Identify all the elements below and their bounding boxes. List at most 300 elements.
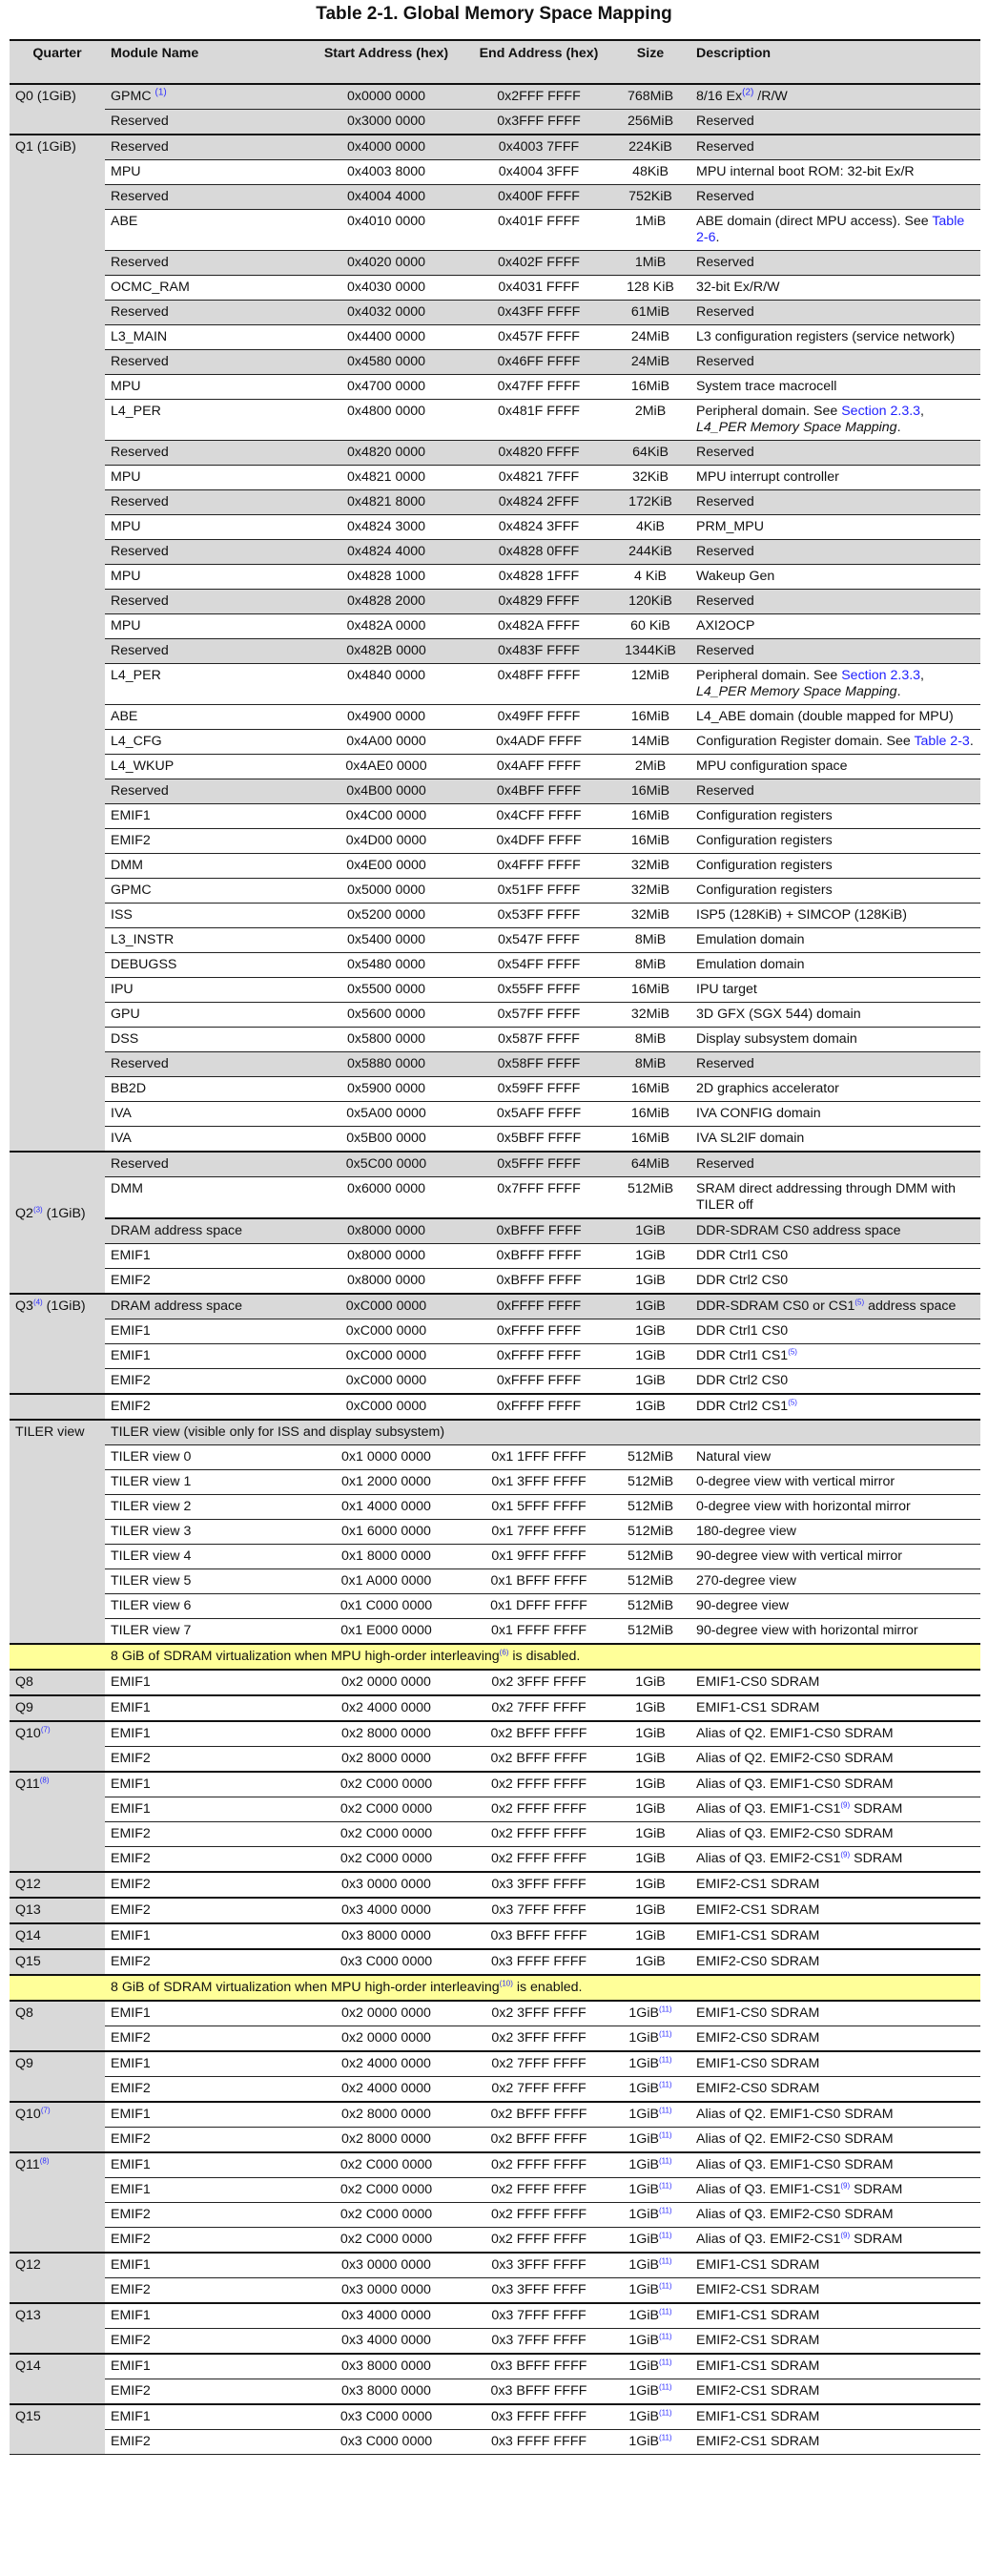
footnote-link[interactable]: (9) — [840, 2231, 851, 2240]
footnote-link[interactable]: (11) — [658, 2156, 672, 2166]
size: 1GiB$^{(11)}$ — [610, 2278, 690, 2304]
description: Peripheral domain. See Section 2.3.3, L4_PER Memory Space Mapping. — [690, 400, 980, 441]
cross-reference-link[interactable]: Section 2.3.3 — [841, 668, 921, 683]
description: Reserved — [690, 540, 980, 565]
end-address: 0xFFFF FFFF — [467, 1344, 610, 1369]
module-name: EMIF1 — [105, 1344, 305, 1369]
end-address: 0x1 FFFF FFFF — [467, 1619, 610, 1645]
footnote-link[interactable]: (11) — [658, 2281, 672, 2291]
description: DDR Ctrl2 CS1$^{(5)}$ — [690, 1394, 980, 1420]
module-name: EMIF2 — [105, 1847, 305, 1873]
table-row — [10, 251, 980, 276]
description: 180-degree view — [690, 1520, 980, 1545]
footnote-link[interactable]: (9) — [840, 1800, 851, 1810]
start-address: 0x4800 0000 — [305, 400, 467, 441]
cross-reference-link[interactable]: Table 2-3 — [914, 734, 970, 749]
size: 512MiB — [610, 1177, 690, 1219]
table-row — [10, 1028, 980, 1052]
start-address: 0x2 4000 0000 — [305, 2077, 467, 2103]
size: 8MiB — [610, 953, 690, 978]
table-row — [10, 1319, 980, 1344]
description: MPU configuration space — [690, 755, 980, 779]
start-address: 0xC000 0000 — [305, 1369, 467, 1395]
footnote-link[interactable]: (11) — [658, 2206, 672, 2215]
description: L3 configuration registers (service network) — [690, 325, 980, 350]
end-address: 0x55FF FFFF — [467, 978, 610, 1003]
header-size: Size — [610, 40, 690, 84]
footnote-link[interactable]: (2) — [742, 87, 754, 98]
end-address: 0xFFFF FFFF — [467, 1294, 610, 1319]
start-address: 0x4821 0000 — [305, 466, 467, 490]
cross-reference-link[interactable]: Section 2.3.3 — [841, 404, 921, 419]
size: 1GiB — [610, 1747, 690, 1773]
end-address: 0x1 DFFF FFFF — [467, 1594, 610, 1619]
start-address: 0x5800 0000 — [305, 1028, 467, 1052]
footnote-link[interactable]: (11) — [658, 2332, 672, 2341]
end-address: 0x1 7FFF FFFF — [467, 1520, 610, 1545]
end-address: 0x4828 1FFF — [467, 565, 610, 590]
start-address: 0x2 C000 0000 — [305, 1797, 467, 1822]
end-address: 0x4820 FFFF — [467, 441, 610, 466]
table-header-row — [10, 40, 980, 84]
end-address: 0x457F FFFF — [467, 325, 610, 350]
start-address: 0x4000 0000 — [305, 135, 467, 160]
size: 16MiB — [610, 804, 690, 829]
footnote-link[interactable]: (5) — [854, 1298, 865, 1307]
table-row — [10, 2228, 980, 2254]
size: 1GiB — [610, 1269, 690, 1295]
footnote-link[interactable]: (11) — [658, 2029, 672, 2039]
footnote-link[interactable]: (10) — [499, 1979, 513, 1988]
start-address: 0x4004 4000 — [305, 185, 467, 210]
start-address: 0x5000 0000 — [305, 879, 467, 904]
table-row — [10, 2001, 980, 2026]
table-row — [10, 2178, 980, 2203]
description: Emulation domain — [690, 928, 980, 953]
end-address: 0x482A FFFF — [467, 614, 610, 639]
start-address: 0x5A00 0000 — [305, 1102, 467, 1127]
description: EMIF1-CS0 SDRAM — [690, 1670, 980, 1695]
module-name: Reserved — [105, 1152, 305, 1177]
module-name: GPMC — [105, 879, 305, 904]
footnote-link[interactable]: (8) — [39, 2156, 50, 2166]
description: System trace macrocell — [690, 375, 980, 400]
table-row — [10, 1797, 980, 1822]
table-row — [10, 2077, 980, 2103]
description: EMIF1-CS1 SDRAM — [690, 2404, 980, 2430]
description: EMIF2-CS1 SDRAM — [690, 1872, 980, 1898]
size: 1GiB — [610, 1344, 690, 1369]
start-address: 0x5C00 0000 — [305, 1152, 467, 1177]
footnote-link[interactable]: (11) — [658, 2181, 672, 2191]
start-address: 0x5400 0000 — [305, 928, 467, 953]
table-row — [10, 664, 980, 705]
start-address: 0x4003 8000 — [305, 160, 467, 185]
module-name: BB2D — [105, 1077, 305, 1102]
table-row — [10, 1949, 980, 1975]
module-name: EMIF2 — [105, 2329, 305, 2355]
module-name: EMIF1 — [105, 1695, 305, 1721]
description: 90-degree view with horizontal mirror — [690, 1619, 980, 1645]
table-row — [10, 1670, 980, 1695]
module-name: EMIF2 — [105, 829, 305, 854]
start-address: 0x2 C000 0000 — [305, 1772, 467, 1797]
start-address: 0x1 4000 0000 — [305, 1495, 467, 1520]
module-name: EMIF1 — [105, 2102, 305, 2128]
size: 16MiB — [610, 705, 690, 730]
module-name: EMIF2 — [105, 2228, 305, 2254]
cross-reference-link[interactable]: Table 2-6 — [696, 214, 965, 245]
table-row — [10, 2152, 980, 2178]
size: 512MiB — [610, 1470, 690, 1495]
end-address: 0x1 1FFF FFFF — [467, 1445, 610, 1470]
footnote-link[interactable]: (11) — [658, 2256, 672, 2266]
quarter-cell: Q11$^{(8)}$ — [10, 1772, 105, 1872]
start-address: 0x4824 3000 — [305, 515, 467, 540]
table-row — [10, 1569, 980, 1594]
size: 1GiB$^{(11)}$ — [610, 2404, 690, 2430]
footnote-link[interactable]: (11) — [658, 2106, 672, 2115]
description: SRAM direct addressing through DMM with TILER off — [690, 1177, 980, 1219]
end-address: 0x3 7FFF FFFF — [467, 2303, 610, 2329]
description: IPU target — [690, 978, 980, 1003]
start-address: 0x3 C000 0000 — [305, 2404, 467, 2430]
size: 1GiB$^{(11)}$ — [610, 2026, 690, 2052]
quarter-cell: Q8 — [10, 2001, 105, 2051]
description: EMIF2-CS1 SDRAM — [690, 2278, 980, 2304]
memory-map-table — [10, 39, 980, 2455]
end-address: 0x5AFF FFFF — [467, 1102, 610, 1127]
module-name: Reserved — [105, 441, 305, 466]
footnote-link[interactable]: (7) — [40, 2106, 51, 2115]
start-address: 0x5480 0000 — [305, 953, 467, 978]
footnote-link[interactable]: (7) — [40, 1725, 51, 1735]
start-address: 0x4900 0000 — [305, 705, 467, 730]
size: 244KiB — [610, 540, 690, 565]
size: 1GiB — [610, 1394, 690, 1420]
quarter-cell: Q15 — [10, 2404, 105, 2455]
quarter-cell: Q12 — [10, 2253, 105, 2303]
table-row — [10, 1003, 980, 1028]
description: EMIF2-CS1 SDRAM — [690, 1898, 980, 1923]
description: EMIF1-CS1 SDRAM — [690, 2303, 980, 2329]
module-name: EMIF2 — [105, 2026, 305, 2052]
start-address: 0x1 E000 0000 — [305, 1619, 467, 1645]
size: 1GiB — [610, 1294, 690, 1319]
module-name: EMIF1 — [105, 2178, 305, 2203]
table-row — [10, 2278, 980, 2304]
size: 1GiB — [610, 1923, 690, 1949]
module-name: EMIF2 — [105, 2203, 305, 2228]
end-address: 0x2 3FFF FFFF — [467, 1670, 610, 1695]
table-row — [10, 2404, 980, 2430]
size: 224KiB — [610, 135, 690, 160]
description: EMIF2-CS0 SDRAM — [690, 2026, 980, 2052]
table-row — [10, 325, 980, 350]
start-address: 0x2 8000 0000 — [305, 2128, 467, 2153]
footnote-link[interactable]: (1) — [154, 87, 167, 98]
start-address: 0x2 C000 0000 — [305, 2152, 467, 2178]
size: 1GiB — [610, 1772, 690, 1797]
end-address: 0x46FF FFFF — [467, 350, 610, 375]
size: 1GiB — [610, 1218, 690, 1244]
table-row — [10, 1898, 980, 1923]
footnote-link[interactable]: (11) — [658, 2080, 672, 2089]
description: Alias of Q2. EMIF2-CS0 SDRAM — [690, 2128, 980, 2153]
description: DDR Ctrl1 CS1$^{(5)}$ — [690, 1344, 980, 1369]
size: 1GiB — [610, 1670, 690, 1695]
table-row — [10, 1822, 980, 1847]
footnote-link[interactable]: (11) — [658, 2231, 672, 2240]
description: Reserved — [690, 441, 980, 466]
description: DDR-SDRAM CS0 address space — [690, 1218, 980, 1244]
start-address: 0x1 2000 0000 — [305, 1470, 467, 1495]
module-name: Reserved — [105, 350, 305, 375]
start-address: 0x3 0000 0000 — [305, 2253, 467, 2278]
module-name: L4_PER — [105, 400, 305, 441]
start-address: 0x1 A000 0000 — [305, 1569, 467, 1594]
table-row — [10, 400, 980, 441]
start-address: 0x3 0000 0000 — [305, 2278, 467, 2304]
module-name: L4_CFG — [105, 730, 305, 755]
table-row — [10, 1420, 980, 1445]
start-address: 0x5B00 0000 — [305, 1127, 467, 1153]
description: Alias of Q3. EMIF2-CS0 SDRAM — [690, 1822, 980, 1847]
footnote-link[interactable]: (9) — [840, 1850, 851, 1859]
start-address: 0x4828 1000 — [305, 565, 467, 590]
size: 1GiB$^{(11)}$ — [610, 2303, 690, 2329]
quarter-cell: Q10$^{(7)}$ — [10, 1721, 105, 1772]
description: EMIF1-CS0 SDRAM — [690, 2001, 980, 2026]
module-name: MPU — [105, 515, 305, 540]
quarter-cell: Q3$^{(4)}$ (1GiB) — [10, 1294, 105, 1394]
start-address: 0x6000 0000 — [305, 1177, 467, 1219]
size: 14MiB — [610, 730, 690, 755]
end-address: 0x4824 3FFF — [467, 515, 610, 540]
footnote-link[interactable]: (9) — [840, 2181, 851, 2191]
module-name: Reserved — [105, 779, 305, 804]
description: Emulation domain — [690, 953, 980, 978]
module-name: Reserved — [105, 490, 305, 515]
table-row — [10, 2253, 980, 2278]
size: 16MiB — [610, 1077, 690, 1102]
end-address: 0x3 FFFF FFFF — [467, 1949, 610, 1975]
footnote-link[interactable]: (11) — [658, 2055, 672, 2065]
table-row — [10, 2354, 980, 2379]
end-address: 0x483F FFFF — [467, 639, 610, 664]
description: Peripheral domain. See Section 2.3.3, L4_PER Memory Space Mapping. — [690, 664, 980, 705]
size: 32MiB — [610, 904, 690, 928]
size: 12MiB — [610, 664, 690, 705]
description: EMIF1-CS1 SDRAM — [690, 2354, 980, 2379]
module-name: EMIF1 — [105, 1772, 305, 1797]
module-name: ABE — [105, 705, 305, 730]
module-name: ISS — [105, 904, 305, 928]
start-address: 0x3 4000 0000 — [305, 1898, 467, 1923]
footnote-link[interactable]: (11) — [658, 2005, 672, 2014]
description: Alias of Q3. EMIF2-CS0 SDRAM — [690, 2203, 980, 2228]
end-address: 0x4829 FFFF — [467, 590, 610, 614]
table-row — [10, 730, 980, 755]
end-address: 0x51FF FFFF — [467, 879, 610, 904]
size: 1GiB$^{(11)}$ — [610, 2102, 690, 2128]
table-row — [10, 1619, 980, 1645]
band-text: 8 GiB of SDRAM virtualization when MPU high-order interleaving$^{(6)}$ is disabled. — [105, 1644, 980, 1670]
size: 16MiB — [610, 1102, 690, 1127]
size: 1GiB — [610, 1847, 690, 1873]
description: DDR Ctrl1 CS0 — [690, 1244, 980, 1269]
size: 1GiB$^{(11)}$ — [610, 2203, 690, 2228]
header-end-address: End Address (hex) — [467, 40, 610, 84]
size: 1GiB$^{(11)}$ — [610, 2228, 690, 2254]
module-name: DMM — [105, 1177, 305, 1219]
module-name: MPU — [105, 565, 305, 590]
footnote-link[interactable]: (5) — [788, 1347, 797, 1357]
end-address: 0x4ADF FFFF — [467, 730, 610, 755]
size: 1GiB — [610, 1872, 690, 1898]
module-name: TILER view 0 — [105, 1445, 305, 1470]
footnote-link[interactable]: (8) — [39, 1776, 50, 1785]
module-name: MPU — [105, 466, 305, 490]
footnote-link[interactable]: (11) — [658, 2433, 672, 2442]
start-address: 0x4AE0 0000 — [305, 755, 467, 779]
start-address: 0x4B00 0000 — [305, 779, 467, 804]
start-address: 0x4020 0000 — [305, 251, 467, 276]
description: 270-degree view — [690, 1569, 980, 1594]
size: 1GiB — [610, 1319, 690, 1344]
table-row — [10, 1721, 980, 1747]
table-row — [10, 1847, 980, 1873]
table-row — [10, 375, 980, 400]
table-row — [10, 2102, 980, 2128]
end-address: 0x2 7FFF FFFF — [467, 2051, 610, 2077]
module-name: Reserved — [105, 301, 305, 325]
table-row — [10, 276, 980, 301]
end-address: 0x1 BFFF FFFF — [467, 1569, 610, 1594]
module-name: EMIF1 — [105, 1923, 305, 1949]
description: IVA CONFIG domain — [690, 1102, 980, 1127]
size: 1GiB$^{(11)}$ — [610, 2152, 690, 2178]
module-name: Reserved — [105, 110, 305, 135]
end-address: 0x2 FFFF FFFF — [467, 1822, 610, 1847]
description: PRM_MPU — [690, 515, 980, 540]
table-row — [10, 804, 980, 829]
start-address: 0x4828 2000 — [305, 590, 467, 614]
table-row — [10, 1177, 980, 1219]
size: 512MiB — [610, 1619, 690, 1645]
end-address: 0x54FF FFFF — [467, 953, 610, 978]
end-address: 0x2 7FFF FFFF — [467, 2077, 610, 2103]
module-name: TILER view 2 — [105, 1495, 305, 1520]
module-name: DRAM address space — [105, 1218, 305, 1244]
module-name: Reserved — [105, 540, 305, 565]
module-name: Reserved — [105, 1052, 305, 1077]
description: Configuration registers — [690, 804, 980, 829]
table-row — [10, 829, 980, 854]
table-row — [10, 2203, 980, 2228]
footnote-link[interactable]: (5) — [788, 1398, 797, 1407]
module-name: IPU — [105, 978, 305, 1003]
table-row — [10, 639, 980, 664]
description: 8/16 Ex$^{(2)}$ /R/W — [690, 84, 980, 110]
module-name: OCMC_RAM — [105, 276, 305, 301]
quarter-cell: Q12 — [10, 1872, 105, 1898]
end-address: 0x2 FFFF FFFF — [467, 2228, 610, 2254]
footnote-link[interactable]: (11) — [658, 2408, 672, 2418]
module-name: EMIF2 — [105, 1949, 305, 1975]
module-name: TILER view 1 — [105, 1470, 305, 1495]
description: Alias of Q3. EMIF1-CS1$^{(9)}$ SDRAM — [690, 1797, 980, 1822]
start-address: 0x2 0000 0000 — [305, 2026, 467, 2052]
size: 61MiB — [610, 301, 690, 325]
description: Alias of Q3. EMIF1-CS1$^{(9)}$ SDRAM — [690, 2178, 980, 2203]
start-address: 0x1 8000 0000 — [305, 1545, 467, 1569]
start-address: 0x4030 0000 — [305, 276, 467, 301]
description: DDR-SDRAM CS0 or CS1$^{(5)}$ address space — [690, 1294, 980, 1319]
size: 1GiB — [610, 1721, 690, 1747]
description: Alias of Q2. EMIF1-CS0 SDRAM — [690, 2102, 980, 2128]
description: MPU interrupt controller — [690, 466, 980, 490]
table-row — [10, 1772, 980, 1797]
end-address: 0x400F FFFF — [467, 185, 610, 210]
start-address: 0x4824 4000 — [305, 540, 467, 565]
start-address: 0x4840 0000 — [305, 664, 467, 705]
description: L4_ABE domain (double mapped for MPU) — [690, 705, 980, 730]
start-address: 0x4580 0000 — [305, 350, 467, 375]
section-band-row — [10, 1644, 980, 1670]
size: 8MiB — [610, 928, 690, 953]
module-name: EMIF2 — [105, 1269, 305, 1295]
description: IVA SL2IF domain — [690, 1127, 980, 1153]
size: 1344KiB — [610, 639, 690, 664]
description: EMIF1-CS1 SDRAM — [690, 1923, 980, 1949]
footnote-link[interactable]: (11) — [658, 2382, 672, 2392]
start-address: 0x2 4000 0000 — [305, 2051, 467, 2077]
module-name: EMIF1 — [105, 2404, 305, 2430]
start-address: 0x4032 0000 — [305, 301, 467, 325]
start-address: 0x8000 0000 — [305, 1218, 467, 1244]
description: DDR Ctrl2 CS0 — [690, 1269, 980, 1295]
start-address: 0x5600 0000 — [305, 1003, 467, 1028]
size: 1GiB$^{(11)}$ — [610, 2051, 690, 2077]
start-address: 0x2 8000 0000 — [305, 1721, 467, 1747]
size: 64KiB — [610, 441, 690, 466]
header-quarter: Quarter — [10, 40, 105, 84]
size: 1GiB$^{(11)}$ — [610, 2128, 690, 2153]
size: 1MiB — [610, 251, 690, 276]
description: Reserved — [690, 350, 980, 375]
description: Reserved — [690, 590, 980, 614]
size: 1GiB$^{(11)}$ — [610, 2379, 690, 2405]
size: 512MiB — [610, 1545, 690, 1569]
header-description: Description — [690, 40, 980, 84]
description: Alias of Q3. EMIF2-CS1$^{(9)}$ SDRAM — [690, 2228, 980, 2254]
footnote-link[interactable]: (3) — [32, 1205, 43, 1215]
footnote-link[interactable]: (11) — [658, 2358, 672, 2367]
table-row — [10, 590, 980, 614]
end-address: 0x3FFF FFFF — [467, 110, 610, 135]
quarter-cell: Q13 — [10, 2303, 105, 2354]
description: Reserved — [690, 779, 980, 804]
footnote-link[interactable]: (11) — [658, 2307, 672, 2316]
start-address: 0x5500 0000 — [305, 978, 467, 1003]
description: Alias of Q2. EMIF1-CS0 SDRAM — [690, 1721, 980, 1747]
footnote-link[interactable]: (6) — [499, 1648, 509, 1657]
footnote-link[interactable]: (11) — [658, 2130, 672, 2140]
end-address: 0x2 FFFF FFFF — [467, 2178, 610, 2203]
module-name: L4_WKUP — [105, 755, 305, 779]
footnote-link[interactable]: (4) — [32, 1298, 43, 1307]
